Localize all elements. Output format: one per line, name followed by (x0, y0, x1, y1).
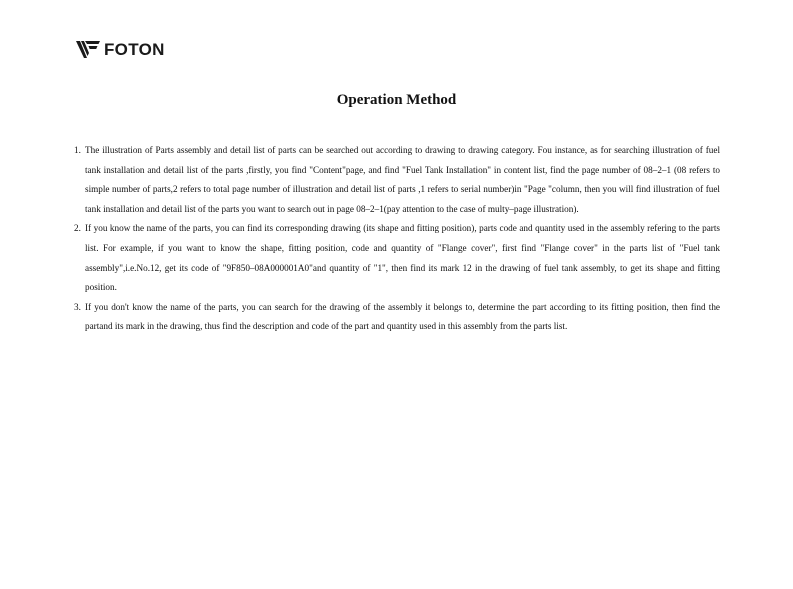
instruction-item (74, 141, 720, 219)
instruction-text: The illustration of Parts assembly and detail list of parts can be searched out according to drawing to drawing category. Fou instance, as for searching illustration of fuel tank installation and detail list of the parts ,firstly, you find "Content"page, and find "Fuel Tank Installation" in content list, find the page number of 08–2–1 (08 refers to simple number of parts,2 refers to total page number of illustration and detail list of parts ,1 refers to serial number)in "Page "column, then you will find illustration of fuel tank installation and detail list of the parts you want to search out in page 08–2–1(pay attention to the case of multy–page illustration). (85, 145, 720, 214)
logo-text: FOTON (104, 40, 165, 59)
instruction-number: 3. (74, 301, 81, 312)
instruction-item (74, 298, 720, 337)
instruction-text: If you don't know the name of the parts, you can search for the drawing of the assembly it belongs to, determine the part according to its fitting position, then find the partand its mark in the drawing, thus find the description and code of the part and quantity used in this assembly from the parts list. (85, 301, 720, 332)
page-title: Operation Method (336, 92, 457, 108)
foton-logo (76, 39, 165, 61)
instruction-number: 2. (74, 223, 81, 234)
instruction-number: 1. (74, 145, 81, 155)
instruction-list (74, 141, 720, 337)
instruction-text: If you know the name of the parts, you can find its corresponding drawing (its shape and fitting position), parts code and quantity used in the assembly refering to the parts list. For example, if you want to know the shape, fitting position, code and quantity of "Flange cover", first find "Flange cover" in the parts list of "Fuel tank assembly",i.e.No.12, get its code of "9F850–08A000001A0"and quantity of "1", then find its mark 12 in the drawing of fuel tank assembly, to get its shape and fitting position. (85, 223, 720, 293)
foton-chevron-logo-icon (76, 40, 100, 60)
instruction-item (74, 219, 720, 297)
